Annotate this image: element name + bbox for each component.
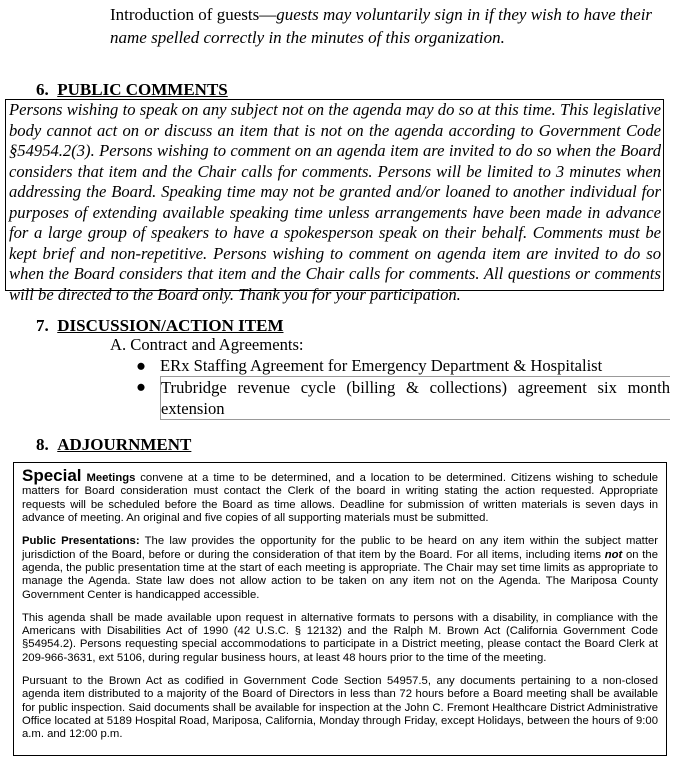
section-8-heading [36, 435, 191, 455]
special-meetings-text: convene at a time to be determined, and a location to be determined. Citizens wishing to schedule matters for Board consideration must contact the Clerk of the board in writing stating the action requested. Appropriate requests will be scheduled before the Board as time allows. Deadline for submission of written materials is seven days in advance of meeting. An original and five copies of all supporting materials must be submitted. [22, 472, 659, 525]
brown-act-paragraph: Pursuant to the Brown Act as codified in Government Code Section 54957.5, any documents pertaining to a non-closed agenda item distributed to a majority of the Board of Directors in less than 72 hours before a Board meeting shall be available for public inspection. Said documents shall be available for inspection at the John C. Fremont Healthcare District Administrative Office located at 5189 Hospital Road, Mariposa, California, Monday through Friday, except Holidays, between the hours of 9:00 a.m. and 12:00 p.m. [22, 674, 658, 741]
section-title: PUBLIC COMMENTS [57, 80, 228, 99]
list-item-text: Trubridge revenue cycle (billing & collections) agreement six month extension [161, 378, 670, 418]
section-6-heading [36, 80, 228, 100]
public-presentations-label: Public Presentations: [22, 535, 140, 548]
section-number: 7. [36, 316, 49, 335]
list-item [136, 355, 670, 376]
public-presentations-text-b: on the agenda, the public presentation time at the start of each meeting is appropriate. The Chair may set time limits as appropriate to manage the Agenda. State law does not allow action to be taken on any item not on the Agenda. The Mariposa County Government Center is handicapped accessible. [22, 548, 658, 601]
accessibility-paragraph: This agenda shall be made available upon request in alternative formats to persons with a disability, in compliance with the Americans with Disabilities Act of 1990 (42 U.S.C. § 12132) and the Ralph M. Brown Act (California Government Code §54954.2). Persons requesting special accommodations to participate in a District meeting, please contact the Board Clerk at 209-966-3631, ext 5106, during regular business hours, at least 48 hours prior to the time of the meeting. [22, 611, 658, 664]
list-item [136, 376, 670, 420]
section-7-heading [36, 316, 284, 336]
special-label: Special [22, 466, 82, 485]
section-number: 6. [36, 80, 49, 99]
bullet-icon: ● [136, 356, 147, 375]
public-presentations-text-a: The law provides the opportunity for the public to be heard on any item within the subject matter jurisdiction of the Board, before or during the consideration of that item by the Board. For all items, including items [22, 535, 659, 561]
list-item-text: ERx Staffing Agreement for Emergency Department & Hospitalist [160, 356, 603, 375]
section-number: 8. [36, 435, 49, 454]
section-title: DISCUSSION/ACTION ITEM [57, 316, 284, 335]
not-emphasis: not [604, 548, 623, 561]
intro-italic: guests may voluntarily sign in if they wish to have their name spelled correctly in the minutes of this organization. [110, 5, 653, 47]
bullet-icon: ● [136, 377, 147, 396]
meeting-notice-box [13, 462, 667, 756]
intro-guests-text [110, 3, 680, 49]
public-presentations-paragraph [22, 535, 658, 602]
special-meetings-paragraph [22, 466, 659, 526]
section-title: ADJOURNMENT [57, 435, 192, 454]
intro-lead: Introduction of guests [110, 5, 260, 24]
public-comments-box: Persons wishing to speak on any subject not on the agenda may do so at this time. This legislative body cannot act on or discuss an item that is not on the agenda according to Government Code §54954.2(3). Persons wishing to comment on an agenda item are invited to do so when the Board considers that item and the Chair calls for comments. Persons will be limited to 3 minutes when addressing the Board. Speaking time may not be granted and/or loaned to another individual for purposes of extending available speaking time unless arrangements have been made in advance for a large group of speakers to have a spokesperson speak on their behalf. Comments must be kept brief and non-repetitive. Persons wishing to comment on agenda item are invited to do so when the Board considers that item and the Chair calls for comments. All questions or comments will be directed to the Board only. Thank you for your participation. [5, 99, 664, 291]
contracts-subheading: A. Contract and Agreements: [110, 335, 304, 354]
contract-list [136, 355, 670, 420]
meetings-label: Meetings [86, 472, 136, 484]
intro-dash: — [259, 5, 277, 24]
